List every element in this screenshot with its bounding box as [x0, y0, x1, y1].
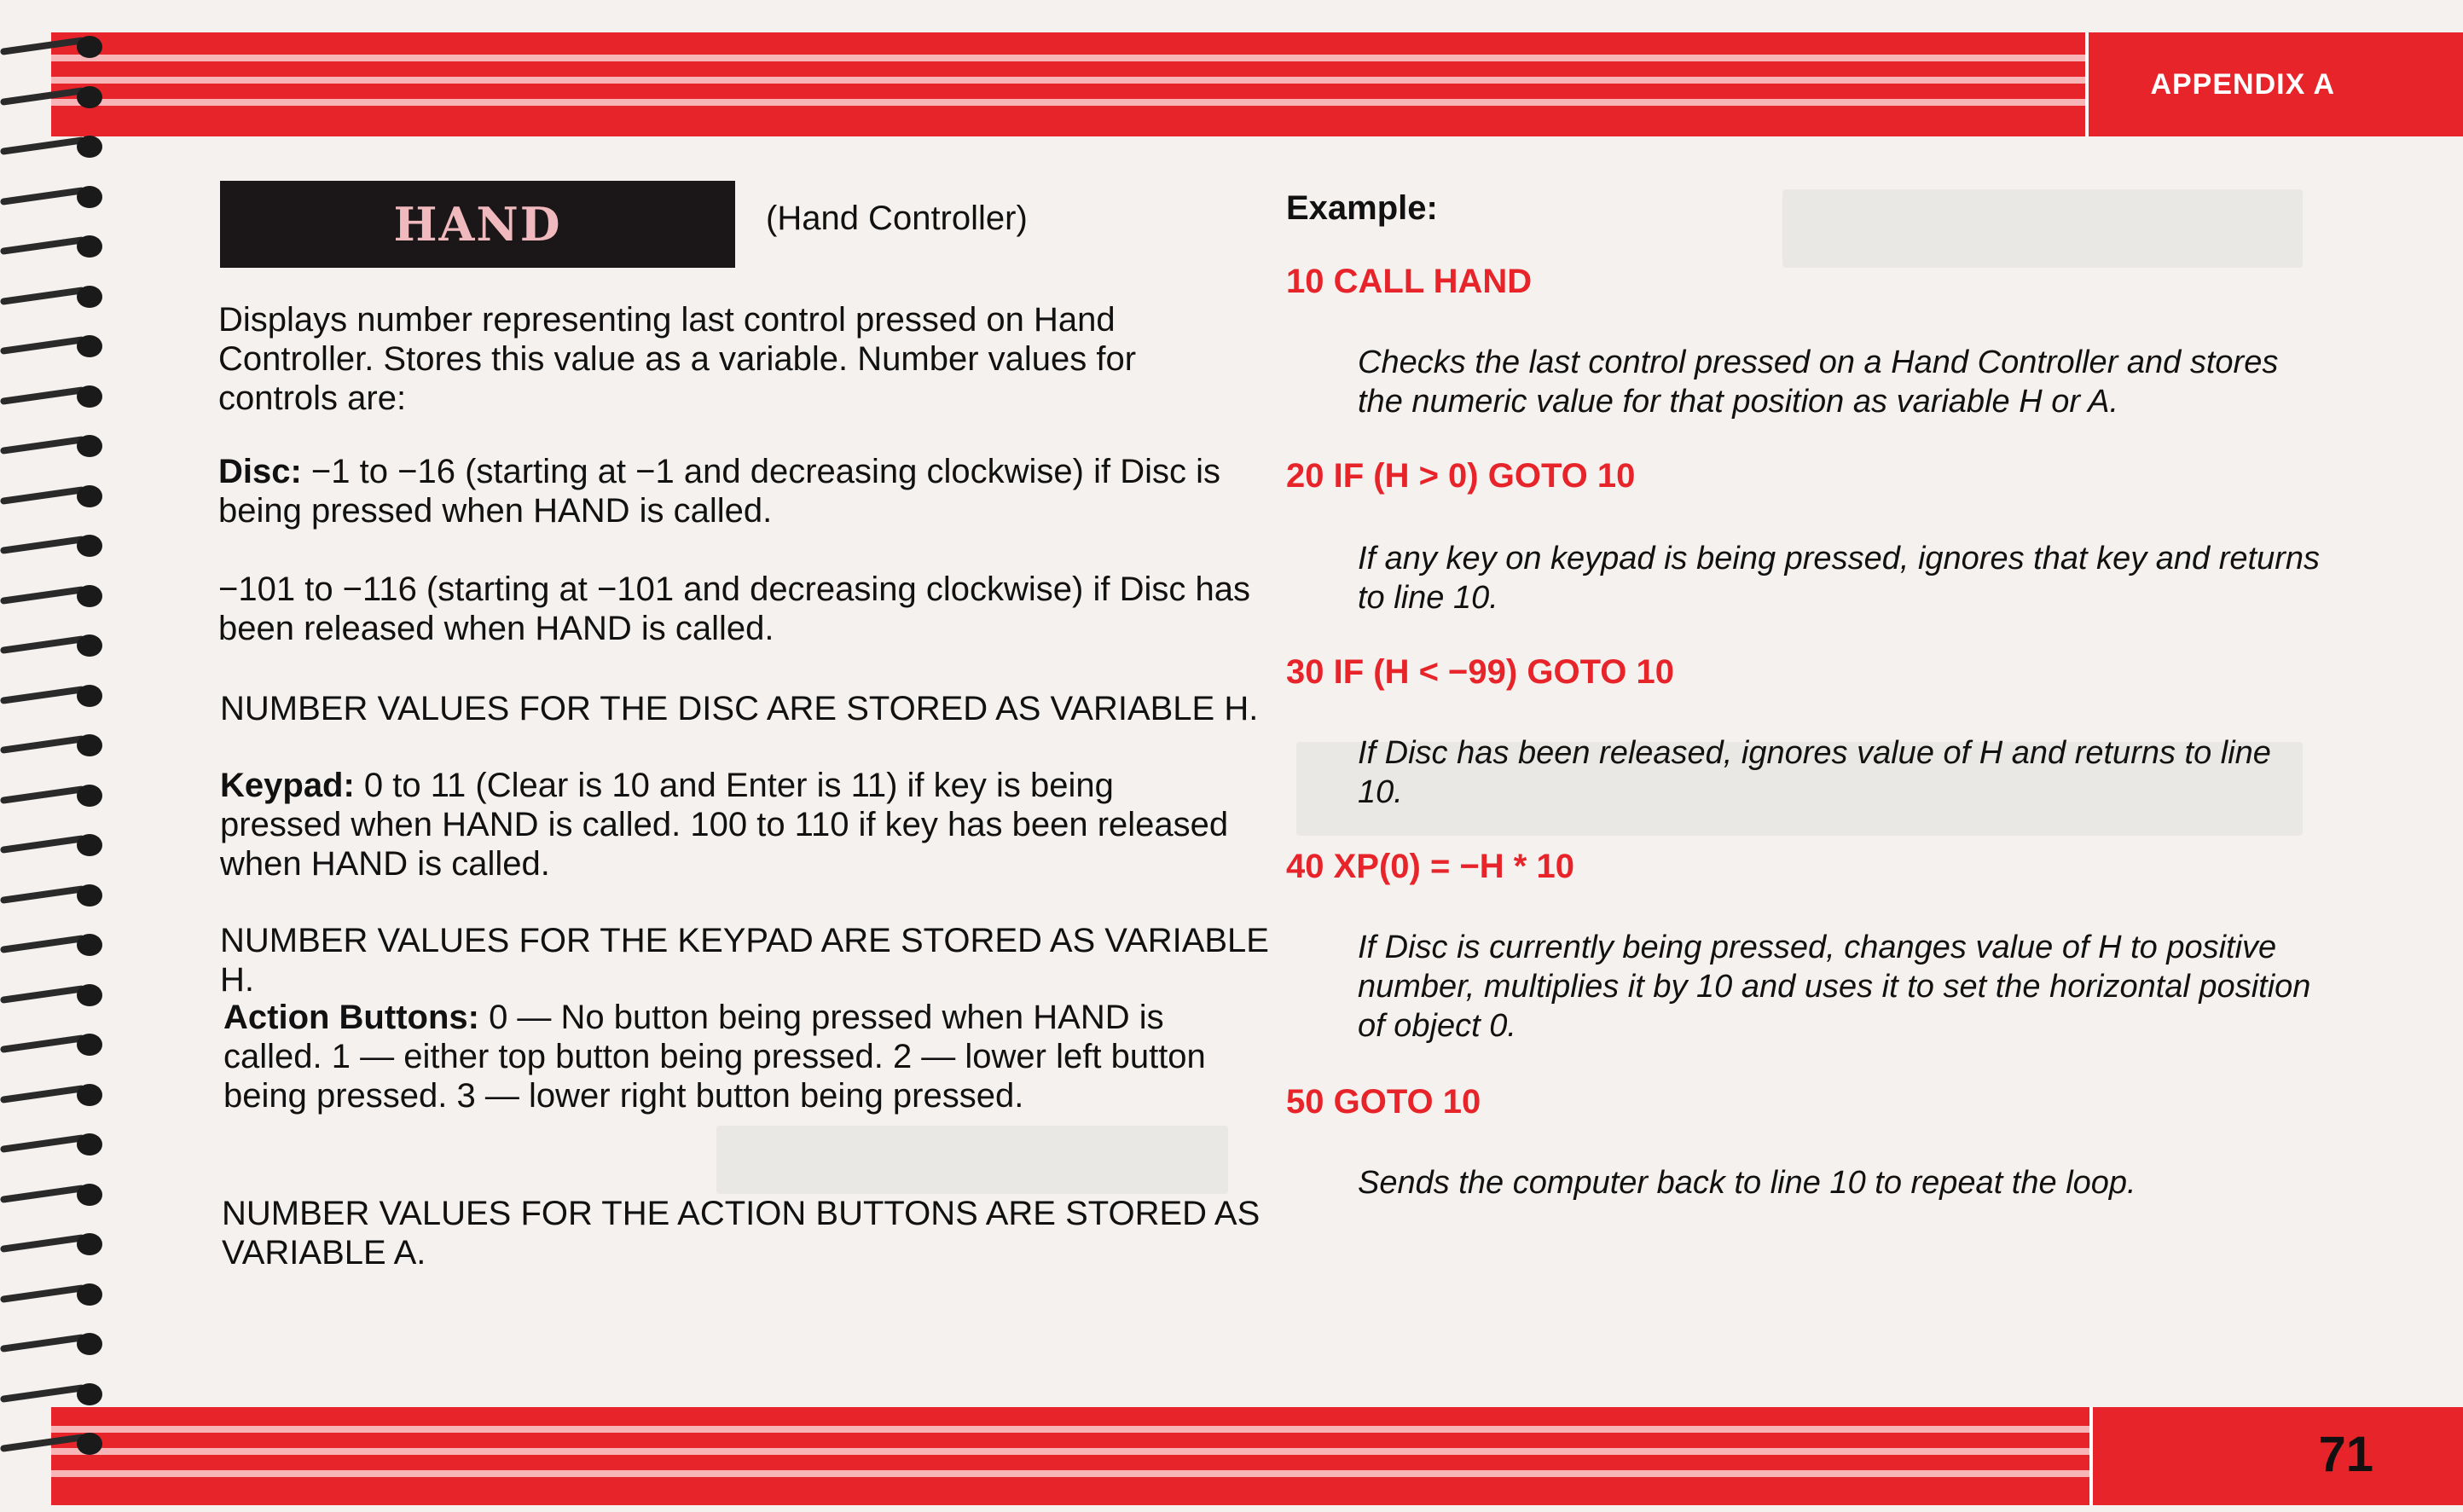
- coil-wire: [0, 785, 85, 804]
- coil-wire: [0, 236, 85, 255]
- coil-wire: [0, 635, 85, 654]
- spiral-coil: [0, 1182, 111, 1208]
- keypad-label: Keypad:: [220, 767, 355, 804]
- binding-hole: [77, 1133, 102, 1156]
- spiral-coil: [0, 932, 111, 958]
- bleed-through-shadow: [1782, 189, 2303, 268]
- spiral-coil: [0, 533, 111, 559]
- code-note: Checks the last control pressed on a Hand Controller and stores the numeric value for that position as variable H or A.: [1358, 345, 2279, 420]
- spiral-coil: [0, 484, 111, 509]
- coil-wire: [0, 87, 85, 106]
- coil-wire: [0, 935, 85, 953]
- spiral-coil: [0, 1431, 111, 1457]
- binding-hole: [77, 785, 102, 807]
- header-stripe: [51, 77, 2085, 84]
- example-heading: Example:: [1286, 189, 1438, 227]
- command-title-box: [220, 181, 735, 268]
- coil-wire: [0, 37, 85, 55]
- binding-hole: [77, 1433, 102, 1455]
- footer-band: [51, 1407, 2463, 1505]
- spiral-coil: [0, 333, 111, 359]
- action-note: NUMBER VALUES FOR THE ACTION BUTTONS ARE STORED AS VARIABLE A.: [222, 1195, 1260, 1272]
- coil-wire: [0, 436, 85, 455]
- keypad-text: 0 to 11 (Clear is 10 and Enter is 11) if key is being pressed when HAND is called. 100 to 110 if key has been released when HAND is called.: [220, 767, 1229, 883]
- spiral-coil: [0, 34, 111, 60]
- spiral-coil: [0, 883, 111, 908]
- coil-wire: [0, 985, 85, 1004]
- coil-wire: [0, 885, 85, 904]
- coil-wire: [0, 1434, 85, 1452]
- code-note: If any key on keypad is being pressed, ignores that key and returns to line 10.: [1358, 541, 2320, 616]
- spiral-coil: [0, 184, 111, 210]
- binding-hole: [77, 286, 102, 308]
- disc-released-paragraph: −101 to −116 (starting at −101 and decreasing clockwise) if Disc has been released when HAND is called.: [218, 571, 1250, 647]
- coil-wire: [0, 1234, 85, 1253]
- appendix-label: APPENDIX A: [2150, 68, 2335, 101]
- disc-text: −1 to −16 (starting at −1 and decreasing clockwise) if Disc is being pressed when HAND is called.: [218, 453, 1220, 530]
- command-subtitle: (Hand Controller): [766, 200, 1028, 237]
- binding-hole: [77, 385, 102, 408]
- bleed-through-shadow: [716, 1126, 1228, 1194]
- spiral-coil: [0, 783, 111, 808]
- coil-wire: [0, 1085, 85, 1104]
- coil-wire: [0, 187, 85, 206]
- binding-hole: [77, 335, 102, 357]
- spiral-coil: [0, 1082, 111, 1108]
- spiral-coil: [0, 1382, 111, 1407]
- code-line: 20 IF (H > 0) GOTO 10: [1286, 457, 1636, 495]
- binding-hole: [77, 685, 102, 707]
- coil-wire: [0, 1334, 85, 1353]
- binding-hole: [77, 136, 102, 158]
- code-note: If Disc is currently being pressed, changes value of H to positive number, multiplies it by 10 and uses it to set the horizontal position of object 0.: [1358, 930, 2311, 1044]
- binding-hole: [77, 1084, 102, 1106]
- disc-note: NUMBER VALUES FOR THE DISC ARE STORED AS VARIABLE H.: [220, 690, 1259, 727]
- spiral-coil: [0, 284, 111, 310]
- binding-hole: [77, 634, 102, 657]
- spiral-coil: [0, 134, 111, 159]
- coil-wire: [0, 835, 85, 854]
- coil-wire: [0, 735, 85, 754]
- binding-hole: [77, 186, 102, 208]
- keypad-note: NUMBER VALUES FOR THE KEYPAD ARE STORED AS VARIABLE H.: [220, 922, 1269, 999]
- spiral-coil: [0, 633, 111, 658]
- spiral-coil: [0, 1032, 111, 1057]
- binding-hole: [77, 1233, 102, 1255]
- coil-wire: [0, 287, 85, 305]
- binding-hole: [77, 1383, 102, 1405]
- intro-paragraph: Displays number representing last control pressed on Hand Controller. Stores this value as a variable. Number values for controls are:: [218, 301, 1137, 417]
- spiral-coil: [0, 683, 111, 709]
- page-number: 71: [2318, 1427, 2373, 1482]
- binding-hole: [77, 1034, 102, 1056]
- code-note: Sends the computer back to line 10 to repeat the loop.: [1358, 1165, 2136, 1201]
- spiral-coil: [0, 832, 111, 858]
- binding-hole: [77, 934, 102, 956]
- spiral-coil: [0, 982, 111, 1008]
- binding-hole: [77, 984, 102, 1006]
- coil-wire: [0, 486, 85, 505]
- header-stripe: [51, 55, 2085, 61]
- spiral-coil: [0, 1231, 111, 1257]
- coil-wire: [0, 136, 85, 155]
- coil-wire: [0, 1185, 85, 1203]
- footer-stripe: [51, 1470, 2089, 1477]
- spiral-coil: [0, 384, 111, 409]
- code-line: 10 CALL HAND: [1286, 263, 1533, 300]
- command-title: HAND: [393, 197, 562, 252]
- binding-hole: [77, 884, 102, 907]
- spiral-coil: [0, 433, 111, 459]
- footer-stripe: [51, 1426, 2089, 1433]
- coil-wire: [0, 1134, 85, 1153]
- binding-hole: [77, 1184, 102, 1206]
- header-divider: [2085, 32, 2089, 136]
- spiral-coil: [0, 84, 111, 110]
- coil-wire: [0, 586, 85, 605]
- coil-wire: [0, 1284, 85, 1303]
- code-line: 40 XP(0) = −H * 10: [1286, 848, 1574, 885]
- spiral-coil: [0, 583, 111, 609]
- code-line: 30 IF (H < −99) GOTO 10: [1286, 653, 1674, 691]
- binding-hole: [77, 834, 102, 856]
- binding-hole: [77, 585, 102, 607]
- spiral-coil: [0, 1282, 111, 1307]
- binding-hole: [77, 1283, 102, 1306]
- binding-hole: [77, 235, 102, 258]
- binding-hole: [77, 485, 102, 507]
- spiral-coil: [0, 1132, 111, 1157]
- spiral-coil: [0, 733, 111, 758]
- coil-wire: [0, 536, 85, 554]
- spiral-binding: [0, 34, 119, 1501]
- disc-label: Disc:: [218, 453, 302, 490]
- binding-hole: [77, 86, 102, 108]
- action-text: 0 — No button being pressed when HAND is called. 1 — either top button being pressed. 2 — lower left button being pressed. 3 — lower right button being pressed.: [223, 999, 1206, 1115]
- header-band: [51, 32, 2463, 136]
- code-note: If Disc has been released, ignores value of H and returns to line 10.: [1358, 735, 2271, 810]
- coil-wire: [0, 336, 85, 355]
- coil-wire: [0, 686, 85, 704]
- action-paragraph: [223, 998, 1247, 1115]
- code-line: 50 GOTO 10: [1286, 1083, 1481, 1121]
- action-label: Action Buttons:: [223, 999, 479, 1036]
- binding-hole: [77, 535, 102, 557]
- binding-hole: [77, 435, 102, 457]
- coil-wire: [0, 1034, 85, 1053]
- spiral-coil: [0, 234, 111, 259]
- binding-hole: [77, 36, 102, 58]
- binding-hole: [77, 1333, 102, 1355]
- binding-hole: [77, 734, 102, 756]
- header-stripe: [51, 99, 2085, 106]
- footer-stripe: [51, 1448, 2089, 1455]
- coil-wire: [0, 1384, 85, 1403]
- spiral-coil: [0, 1331, 111, 1357]
- footer-divider: [2089, 1407, 2093, 1505]
- disc-paragraph: [218, 452, 1250, 530]
- keypad-paragraph: [220, 766, 1243, 883]
- coil-wire: [0, 386, 85, 405]
